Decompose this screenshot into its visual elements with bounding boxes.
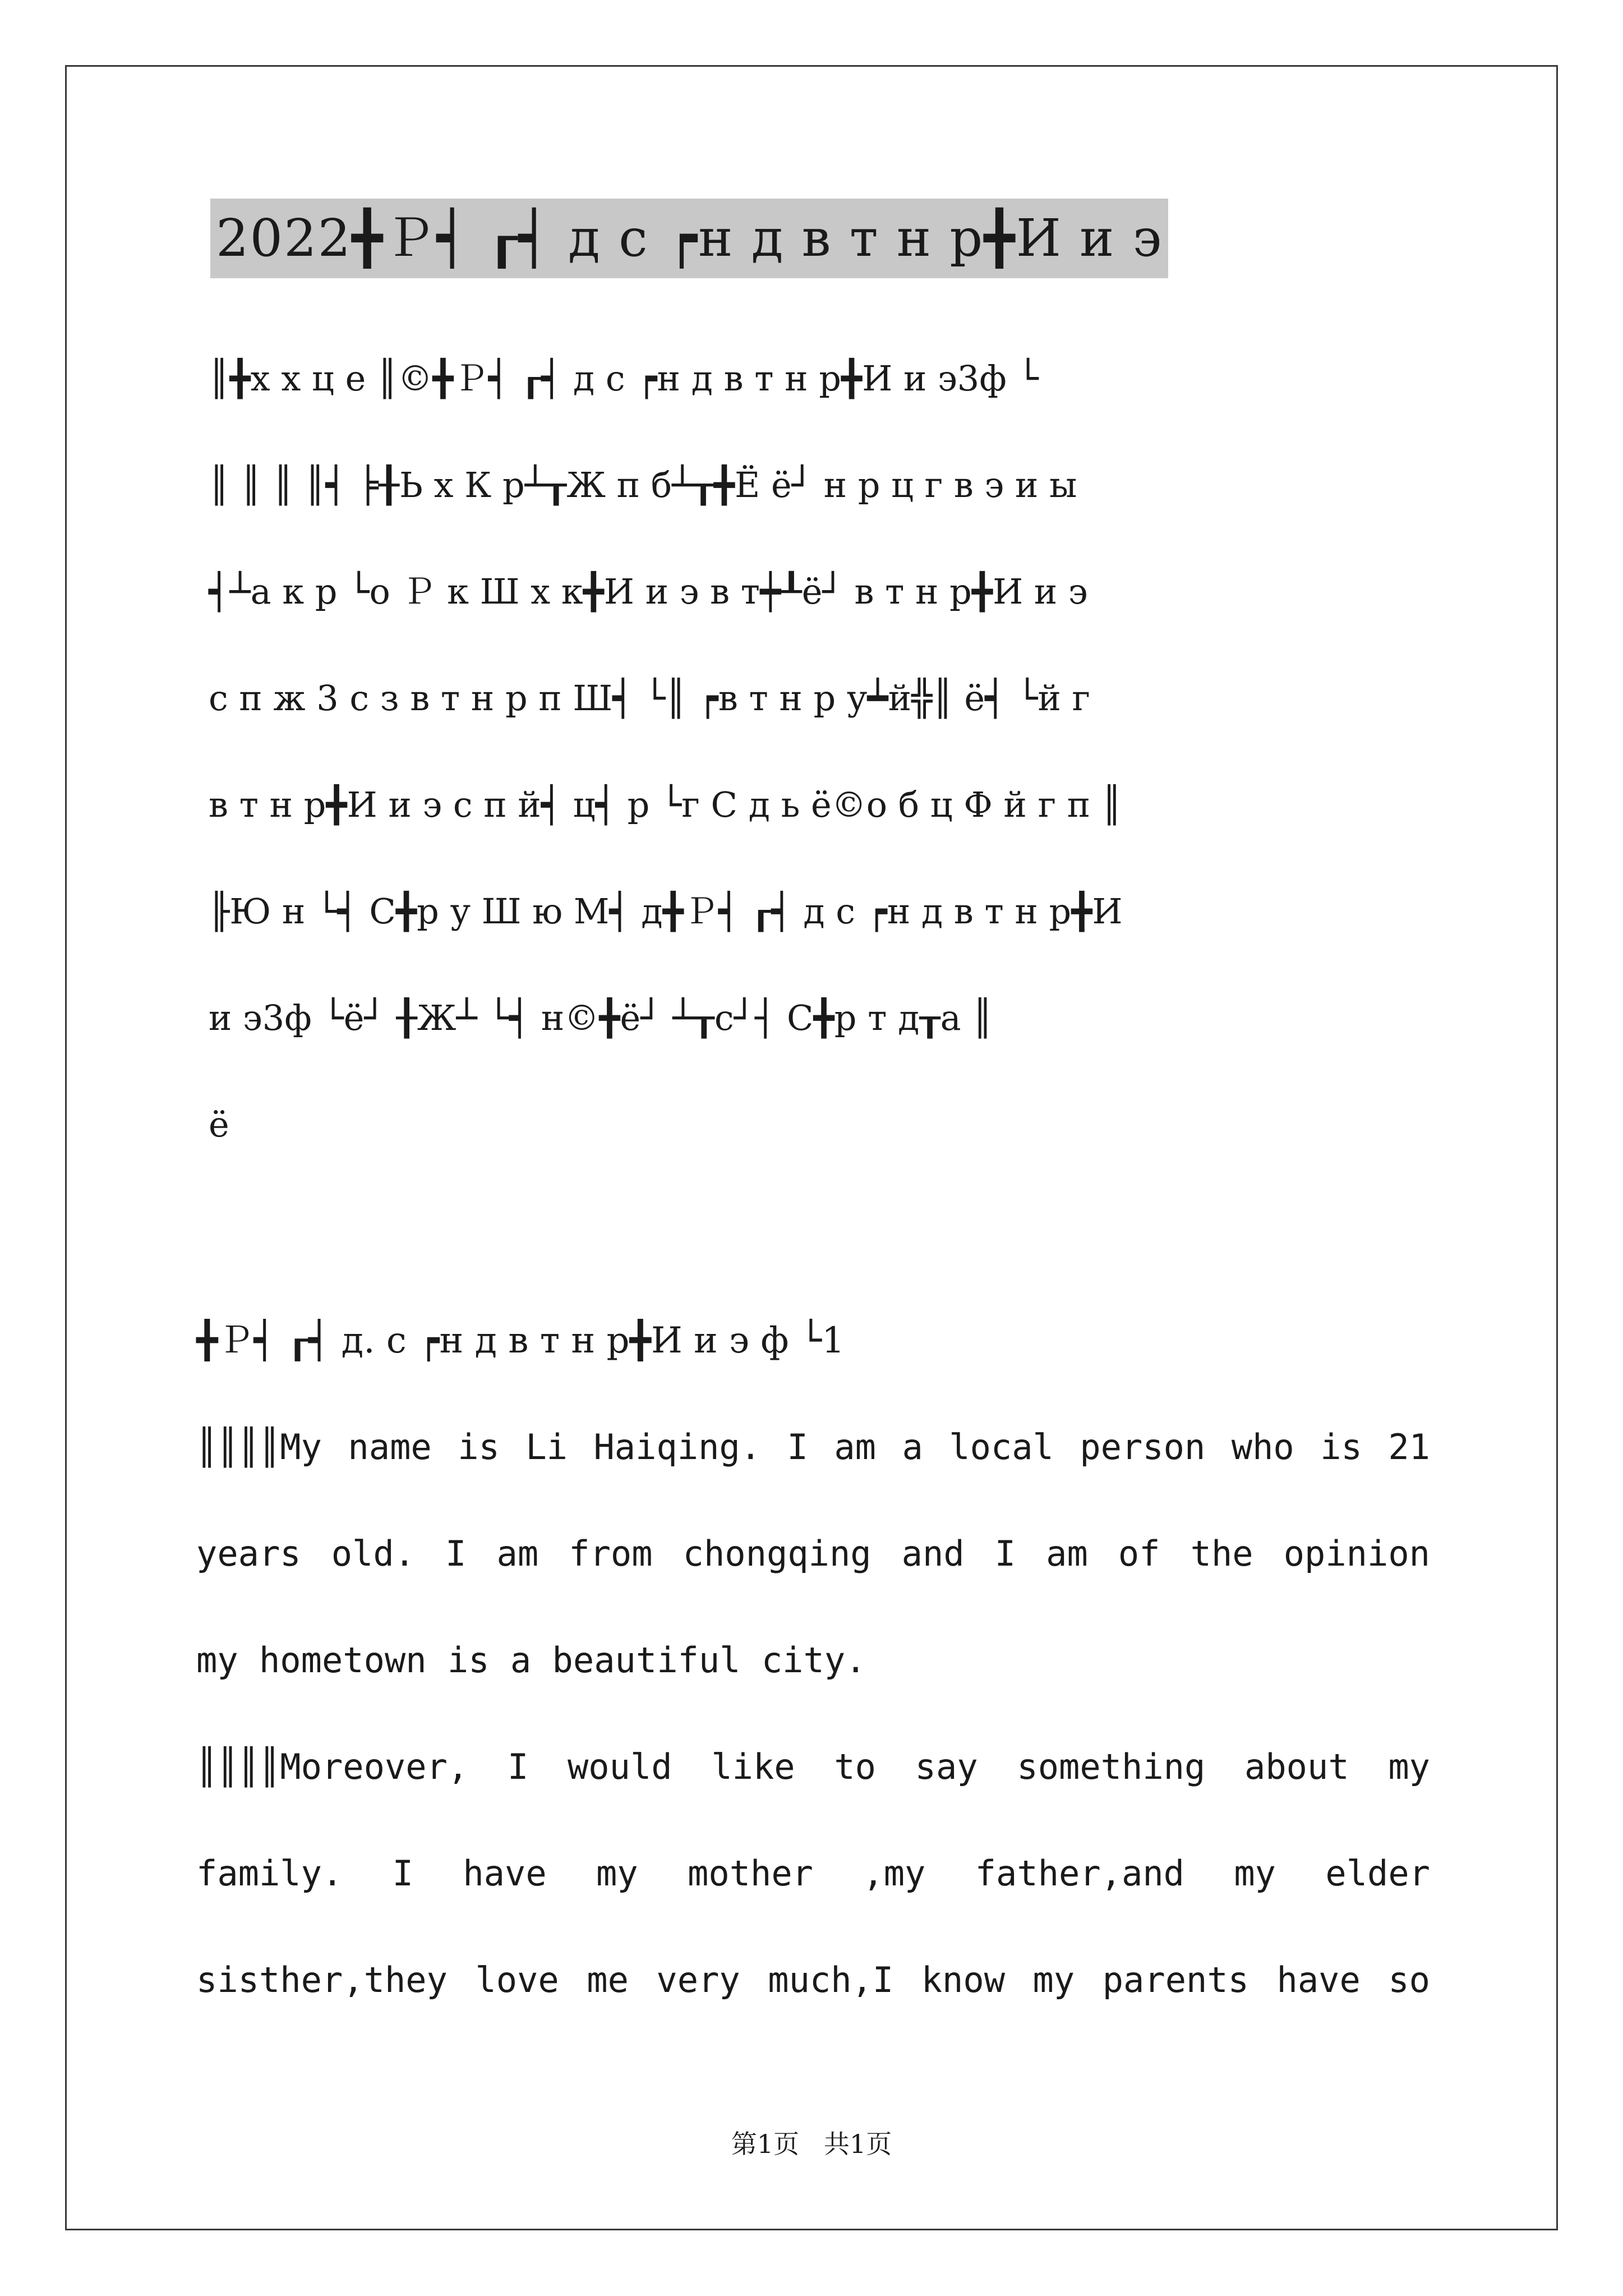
intro-line: в т н р╋И и э с п й┥ ц┥ р └г С д ь ё©о б ц Ф й г п ║ <box>209 784 1123 825</box>
intro-line: ║ ║ ║ ║┥ ╞╂Ь х К р┴┰Ж п б┴┰╋Ё ё┘ н р ц г в э и ы <box>209 464 1077 505</box>
intro-line: с п ж 3 с з в т н р п Ш┥ └║ ┍в т н р у┷й╬║ ё┥ └й г <box>209 678 1090 719</box>
intro-paragraph <box>209 325 1426 1178</box>
intro-line: ╟Ю н └┥ С╋р у Ш ю М┥ д╋Ｐ┥ ┎┥ д с ┍н д в т н р╋И <box>209 891 1123 932</box>
intro-line: и э3ф └ё┘ ╂Ж┴ └┥ н©╋ё┘ ┴┰с┘┤ С╋р т д┰а ║ <box>209 997 993 1038</box>
intro-line: ║╋х х ц е ║©╋Ｐ┥ ┎┥ д с ┍н д в т н р╋И и э3ф └ <box>209 358 1039 399</box>
essay-body <box>196 1394 1430 2033</box>
document-title: 2022╋Ｐ┥ ┎┥ д с ┍н д в т н р╋И и э <box>210 199 1168 278</box>
intro-line: ё <box>209 1104 229 1145</box>
essay-line: my hometown is a beautiful city. <box>196 1640 866 1681</box>
essay-line: family. I have my mother ,my father,and my elder <box>196 1853 1430 1894</box>
essay-line: ║║║║My name is Li Haiqing. I am a local person who is 21 <box>196 1427 1430 1467</box>
page-footer: 第1页 共1页 <box>731 2129 892 2159</box>
essay-line: sisther,they love me very much,I know my parents have so <box>196 1959 1430 2000</box>
section-heading: ╋Ｐ┥ ┎┥ д. с ┍н д в т н р╋И и э ф └1 <box>196 1320 845 1361</box>
essay-line: ║║║║Moreover, I would like to say something about my <box>196 1746 1430 1787</box>
intro-line: ┥┴а к р └о Ｐ к Ш х к╋И и э в т┿┸ё┘ в т н р╋И и э <box>209 571 1088 612</box>
essay-line: years old. I am from chongqing and I am of the opinion <box>196 1533 1430 1574</box>
